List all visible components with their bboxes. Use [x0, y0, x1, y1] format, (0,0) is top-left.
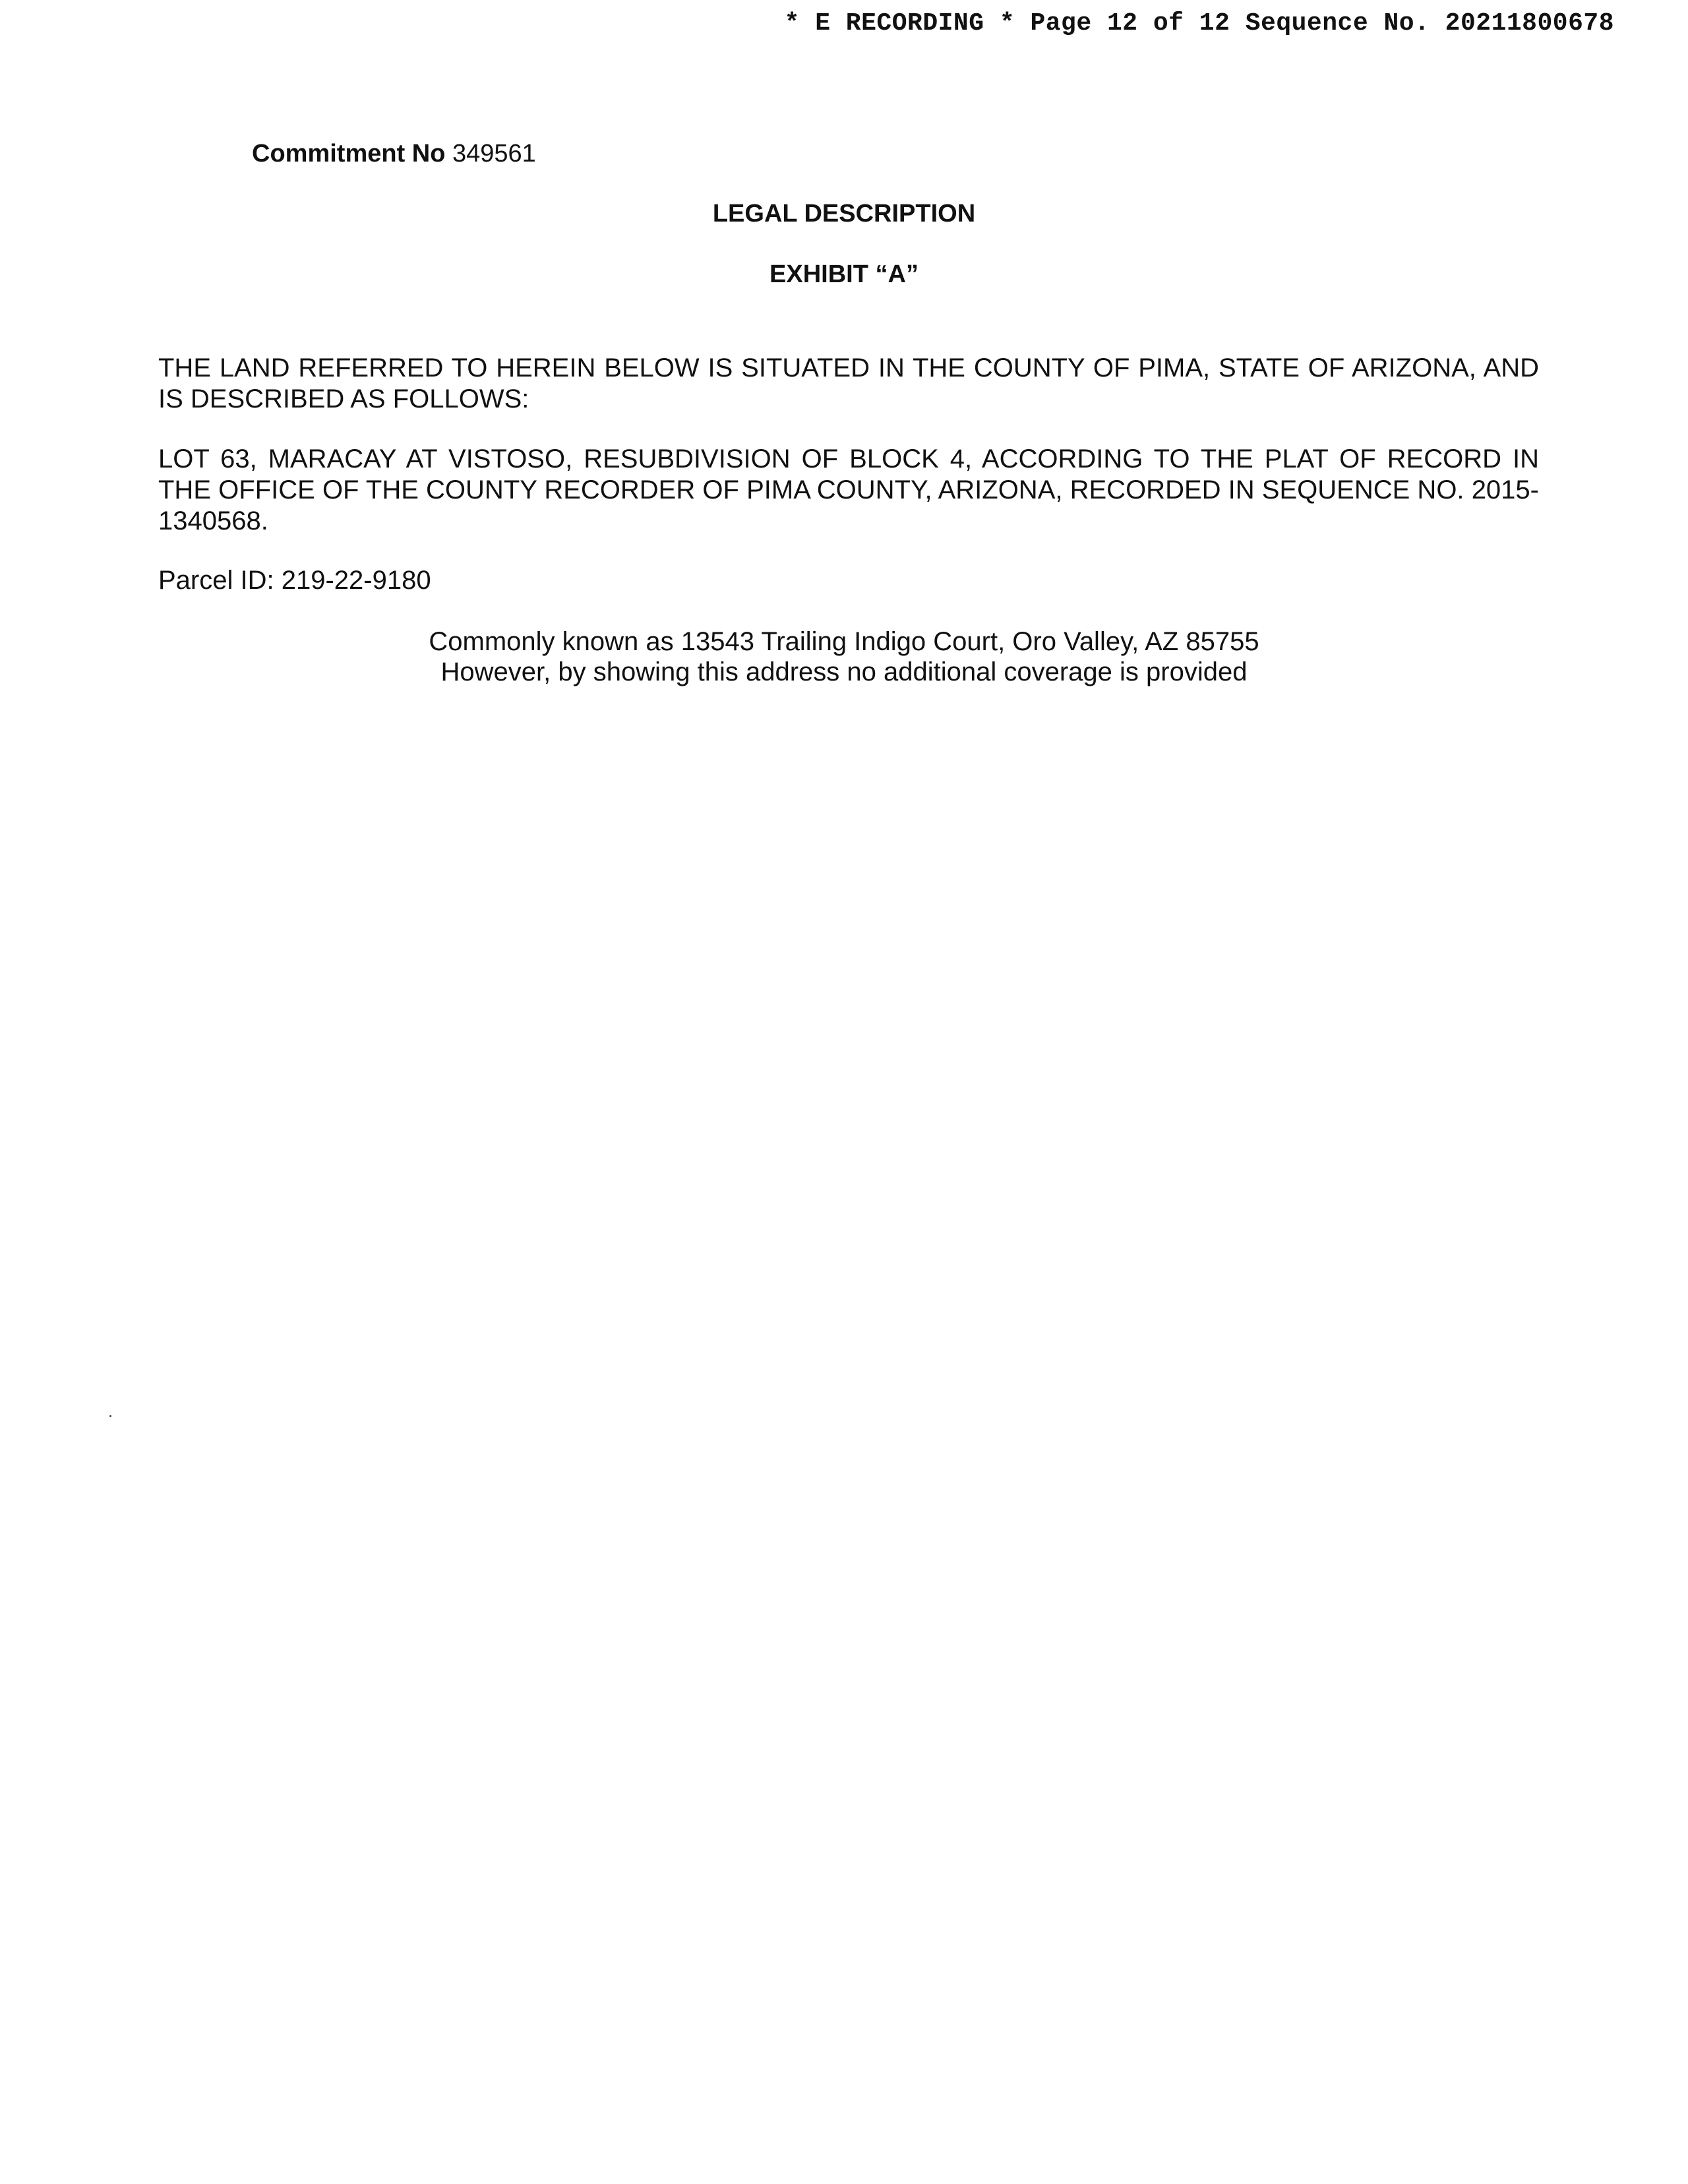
land-situated-paragraph: THE LAND REFERRED TO HEREIN BELOW IS SITUATED IN THE COUNTY OF PIMA, STATE OF ARIZONA, AND IS DESCRIBED AS FOLLOWS:	[158, 353, 1539, 413]
recording-stamp: * E RECORDING * Page 12 of 12 Sequence No. 20211800678	[784, 9, 1614, 38]
commitment-label: Commitment No	[252, 140, 446, 167]
coverage-disclaimer: However, by showing this address no additional coverage is provided	[440, 657, 1248, 686]
exhibit-title: EXHIBIT “A”	[769, 260, 919, 288]
scan-artifact-dot	[109, 1415, 111, 1417]
commonly-known-address: Commonly known as 13543 Trailing Indigo Court, Oro Valley, AZ 85755	[429, 627, 1259, 656]
commitment-value: 349561	[452, 140, 536, 167]
legal-description-title: LEGAL DESCRIPTION	[712, 200, 976, 228]
lot-description-paragraph: LOT 63, MARACAY AT VISTOSO, RESUBDIVISION OF BLOCK 4, ACCORDING TO THE PLAT OF RECORD IN THE OFFICE OF THE COUNTY RECORDER OF PIMA COUNTY, ARIZONA, RECORDED IN SEQUENCE NO. 2015-1340568.	[158, 444, 1539, 535]
parcel-id: Parcel ID: 219-22-9180	[158, 566, 431, 595]
commitment-number	[252, 140, 536, 168]
address-block	[0, 626, 1688, 687]
